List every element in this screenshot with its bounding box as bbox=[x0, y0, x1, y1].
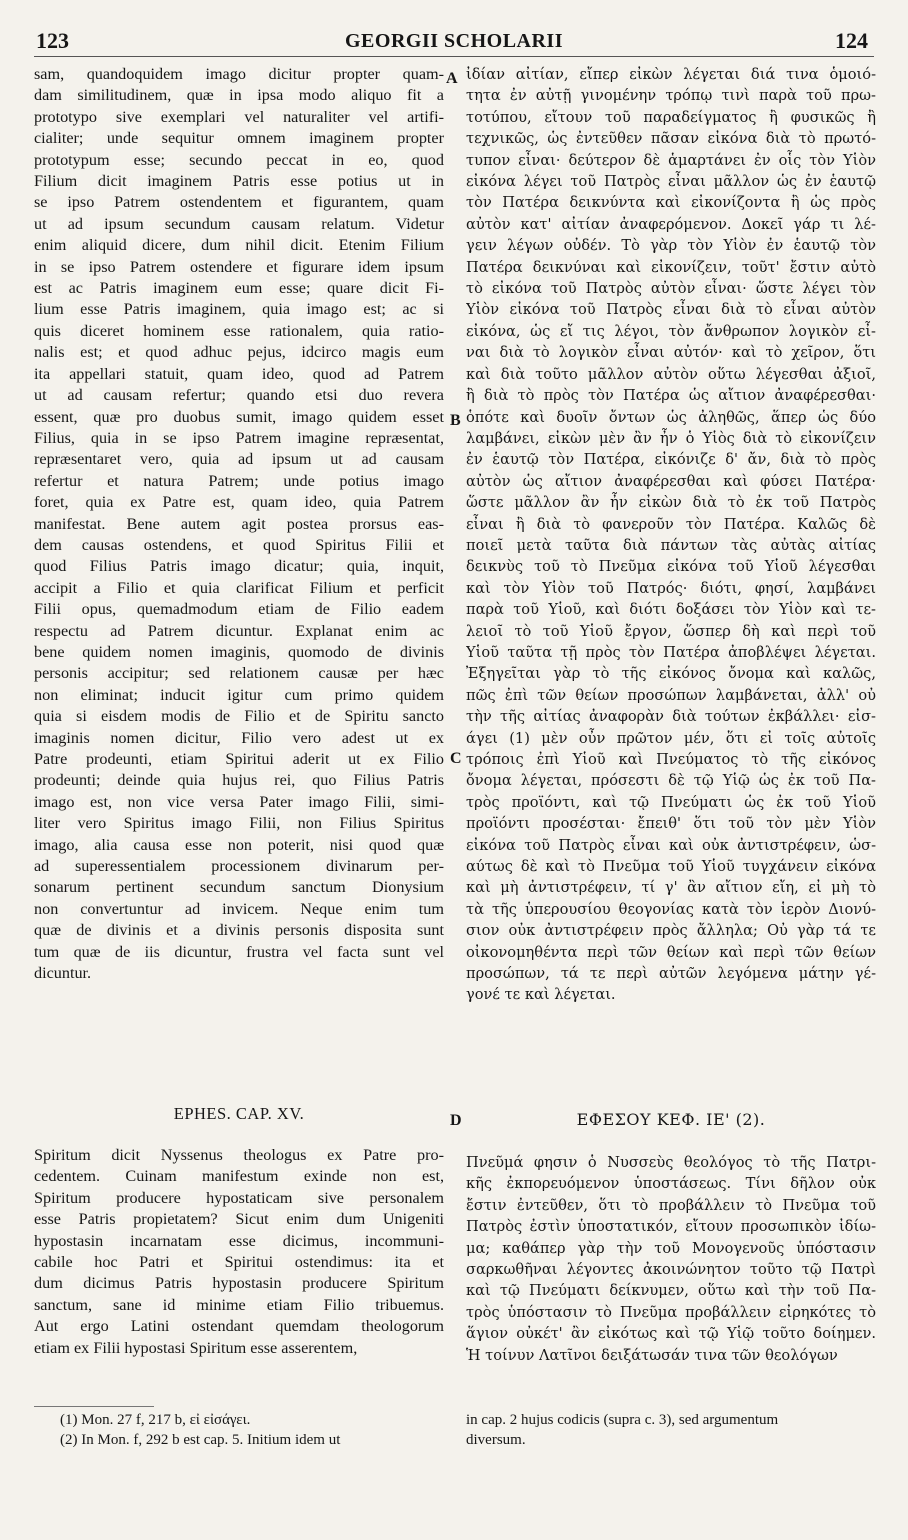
text-line: liter vero Spiritus imago Filii, non Filius Spiritus bbox=[34, 814, 444, 833]
text-line: προσώπων, τά τε περὶ αὐτῶν λεγόμενα μάτην γέ- bbox=[466, 965, 876, 983]
text-line: αὐτὸν κατ' αἰτίαν ἀναφερόμενον. Δοκεῖ γάρ τι λέ- bbox=[466, 215, 876, 233]
greek-column-top bbox=[466, 64, 876, 1006]
text-line: μα; καθάπερ γὰρ τὴν τοῦ Μονογενοῦς ὑπόστασιν bbox=[466, 1239, 876, 1257]
text-line: καὶ μὴ ἀντιστρέφειν, τί γ' ἂν αἴτιον εἴη, εἰ μὴ τὸ bbox=[466, 879, 876, 897]
text-line: (1) Mon. 27 f, 217 b, εἰ εἰσάγει. bbox=[60, 1412, 251, 1428]
text-line: ὥστε μᾶλλον ἂν ἦν εἰκὼν διὰ τὸ ἐκ τοῦ Πατρὸς bbox=[466, 494, 876, 512]
text-line: ναι διὰ τὸ λογικὸν εἶναι αὐτόν· καὶ τὸ χεῖρον, ὅτι bbox=[466, 344, 876, 362]
text-line: Ἐξηγεῖται γὰρ τὸ τῆς εἰκόνος ὄνομα καὶ καλῶς, bbox=[466, 665, 876, 683]
text-line: λειοῖ τὸ τοῦ Υἱοῦ ἔργον, ὥσπερ δὴ καὶ περὶ τοῦ bbox=[466, 622, 876, 640]
text-line: ἰδίαν αἰτίαν, εἴπερ εἰκὼν λέγεται διά τινα ὁμοιό- bbox=[466, 66, 876, 83]
text-line: Patre prodeunti, etiam Spiritui aderit ut ex Filio bbox=[34, 750, 444, 768]
text-line: άγει (1) μὲν οὖν πρῶτον μέν, ὅτι εἰ τοῖς αὐτοῖς bbox=[466, 729, 876, 747]
text-line: Spiritum producere hypostaticam sive personalem bbox=[34, 1188, 444, 1207]
text-line: dicuntur. bbox=[34, 964, 92, 983]
text-line: τρὸς προϊόντι, καὶ τῷ Πνεύματι ὡς ἐκ τοῦ Υἱοῦ bbox=[466, 793, 876, 811]
latin-column-top bbox=[34, 64, 444, 984]
text-line: ἅγιον οὐκέτ' ἂν εἰκότως καὶ τῷ Υἱῷ τοῦτο δοίημεν. bbox=[466, 1325, 876, 1343]
text-line: Filium dicit imaginem Patris esse potius ut in bbox=[34, 172, 444, 191]
text-line: esse Patris propietatem? Sicut enim dum Unigeniti bbox=[34, 1210, 444, 1229]
text-line: Spiritum dicit Nyssenus theologus ex Patre pro- bbox=[34, 1146, 444, 1164]
text-line: quod Filius Patris imago dicatur; quia, inquit, bbox=[34, 557, 444, 576]
text-line: εἰκόνα τοῦ Πατρὸς εἶναι καὶ οὐκ ἀντιστρέφειν, ὡσ- bbox=[466, 836, 876, 854]
text-line: enim aliquid dicere, dum nihil dicit. Etenim Filium bbox=[34, 236, 444, 255]
text-line: accipit a Filio et quia clarificat Filium et perficit bbox=[34, 578, 444, 597]
text-line: Filius, quia in se ipso Patrem imagine repræsentat, bbox=[34, 428, 444, 447]
greek-section-title: ΕΦΕΣΟΥ ΚΕΦ. ΙΕ' (2). bbox=[576, 1110, 766, 1129]
text-line: quis diceret hominem esse rationalem, quia ratio- bbox=[34, 321, 444, 340]
text-line: τὸν Πατέρα δεικνύντα καὶ εἰκονίζοντα ἢ ὡς πρὸς bbox=[466, 194, 876, 212]
text-line: (2) In Mon. f, 292 b est cap. 5. Initium idem ut bbox=[60, 1432, 341, 1448]
text-line: εἶναι ἢ διὰ τὸ φανεροῦν τὸν Πατέρα. Καλῶς δὲ bbox=[466, 515, 876, 533]
text-line: σιον οὐκ ἀντιστρέφειν πρὸς ἄλληλα; Οὐ γὰρ τά τε bbox=[466, 922, 876, 940]
text-line: cabile hoc Patri et Spiritui ostendimus: ita et bbox=[34, 1253, 444, 1272]
text-line: dum dicimus Patris hypostasin producere Spiritum bbox=[34, 1274, 444, 1293]
text-line: quia si eisdem modis de Filio et de Spiritu sancto bbox=[34, 707, 444, 726]
text-line: τὸ εἰκόνα τοῦ Πατρὸς αὐτὸν εἶναι· ὥστε λέγει τὸν bbox=[466, 280, 876, 298]
text-line: αὐτὸν ὡς αἴτιον ἀναφέρεσθαι καὶ φύσει Πατέρα· bbox=[466, 472, 876, 490]
text-line: καὶ τὸν Υἱὸν τοῦ Πατρός· διότι, φησί, λαμβάνει bbox=[466, 579, 876, 597]
latin-column-section bbox=[34, 1145, 444, 1359]
text-line: se ipso Patrem ostendentem et figurantem, quam bbox=[34, 193, 444, 212]
text-line: prototypum esse; secundo peccat in eo, quod bbox=[34, 150, 444, 169]
text-line: σαρκωθῆναι λέγοντες ἀκοινώνητον τοῦτο τῷ Πατρὶ bbox=[466, 1261, 876, 1279]
text-line: ἢ διὰ τὸ πρὸς τὸν Πατέρα ὡς αἴτιον ἀναφέρεσθαι· bbox=[466, 387, 876, 405]
latin-section-title: EPHES. CAP. XV. bbox=[173, 1104, 305, 1123]
text-line: τὰ τῆς ὑπερουσίου θεογονίας κατὰ τὸν ἱερὸν Διονύ- bbox=[466, 900, 876, 918]
text-line: quæ de divinis et a divinis personis disposita sunt bbox=[34, 921, 444, 940]
text-line: γειν λέγων οὐδέν. Τὸ γὰρ τὸν Υἱὸν ἐν ἑαυτῷ τὸν bbox=[466, 237, 876, 255]
text-line: dem causas ostendens, et quod Spiritus Filii et bbox=[34, 535, 444, 554]
page-header bbox=[34, 22, 874, 57]
text-line: ὄνομα λέγεται, πρόσεστι δὲ τῷ Υἱῷ ὡς ἐκ τοῦ Πα- bbox=[466, 772, 876, 790]
right-page-number: 124 bbox=[835, 28, 868, 53]
text-line: prototypo sive exemplari vel naturaliter vel artifi- bbox=[34, 107, 444, 126]
text-line: τητα ἐν αὐτῇ γινομένην τρόπῳ τινὶ παρὰ τοῦ πρω- bbox=[466, 87, 876, 105]
text-line: αύτως δὲ καὶ τὸ Πνεῦμα τοῦ Υἱοῦ τυγχάνειν εἰκόνα bbox=[466, 858, 876, 876]
text-line: in se ipso Patrem ostendere et figurare idem ipsum bbox=[34, 257, 444, 276]
text-line: ut ad ipsum secundum causam relatum. Videtur bbox=[34, 214, 444, 233]
text-line: sam, quandoquidem imago dicitur propter quam- bbox=[34, 65, 444, 83]
margin-marker-b: B bbox=[450, 412, 461, 429]
text-line: Υἱοῦ ταῦτα τῇ πρὸς τὸν Πατέρα ἀποβλέψει λέγεται. bbox=[466, 643, 876, 661]
text-line: lium esse Patris imaginem, quia imago est; ac si bbox=[34, 300, 444, 319]
text-line: δεικνὺς τοῦ τὸ Πνεῦμα εἰκόνα τοῦ Υἱοῦ λέγεσθαι bbox=[466, 558, 876, 576]
text-line: ποιεῖ μετὰ ταῦτα διὰ πάντων τὰς αὐτὰς αἰτίας bbox=[466, 536, 876, 554]
footnote-rule bbox=[34, 1406, 154, 1407]
text-line: personis accipitur; sed relationem causæ per hæc bbox=[34, 664, 444, 683]
text-line: τὴν τῆς αἰτίας ἀναφορὰν διὰ τούτων ἐκβάλλει· εἰσ- bbox=[466, 708, 876, 726]
text-line: τοτύπου, εἴτουν τοῦ παραδείγματος ἢ φυσικῶς ἢ bbox=[466, 108, 876, 126]
text-line: Πατέρα δεικνύναι καὶ εἰκονίζειν, τοῦτ' ἔστιν αὐτὸ bbox=[466, 258, 876, 276]
text-line: ad superessentialem processionem divinarum per- bbox=[34, 857, 444, 876]
text-line: ut ad causam refertur; quando etsi duo revera bbox=[34, 386, 444, 405]
text-line: in cap. 2 hujus codicis (supra c. 3), sed argumentum bbox=[466, 1412, 779, 1428]
footnotes bbox=[60, 1410, 444, 1450]
text-line: πῶς ἐπὶ τῶν θείων προσώπων λαμβάνεται, ἀλλ' οὐ bbox=[466, 686, 876, 704]
text-line: tum quæ de iis dicuntur, frustra vel facta sunt vel bbox=[34, 942, 444, 961]
left-page-number: 123 bbox=[36, 28, 69, 53]
text-line: οἰκονομηθέντα περὶ τῶν θείων καὶ περὶ τῶν θείων bbox=[466, 943, 876, 961]
text-line: sanctum, sane id minime etiam Filio tribuemus. bbox=[34, 1295, 444, 1314]
text-line: Aut ergo Latini ostendant quemdam theologorum bbox=[34, 1317, 444, 1336]
text-line: ἔστιν ἐντεῦθεν, ὅτι τὸ προβάλλειν τὸ Πνεῦμα τοῦ bbox=[466, 1196, 876, 1214]
text-line: foret, quia ex Patre est, quam ideo, quia Patrem bbox=[34, 493, 444, 512]
text-line: εἰκόνα λέγει τοῦ Πατρὸς εἶναι μᾶλλον ὡς ἐν ἑαυτῷ bbox=[466, 173, 876, 191]
margin-marker-a: A bbox=[446, 70, 458, 87]
text-line: ἐν ἑαυτῷ τὸν Πατέρα, εἰκόνιζε δ' ἄν, διὰ τὸ πρὸς bbox=[466, 451, 876, 469]
text-line: Πατρὸς ἐστὶν ὑποστατικόν, εἴτουν προσωπικὸν ἰδίω- bbox=[466, 1218, 876, 1236]
text-line: etiam ex Filii hypostasi Spiritum esse asserentem, bbox=[34, 1338, 358, 1357]
text-line: καὶ τῷ Πνεύματι δείκνυμεν, οὕτω καὶ τὴν τοῦ Πα- bbox=[466, 1282, 876, 1300]
text-line: Πνεῦμά φησιν ὁ Νυσσεὺς θεολόγος τὸ τῆς Πατρι- bbox=[466, 1154, 876, 1171]
text-line: prodeunti; deinde quia hujus rei, quo Filius Patris bbox=[34, 771, 444, 790]
text-line: nalis est; et quod adhuc pejus, idcirco magis eum bbox=[34, 343, 444, 362]
text-line: γονέ τε καὶ λέγεται. bbox=[466, 986, 616, 1004]
text-line: imaginis nomen dicitur, Filio vero adest ut ex bbox=[34, 728, 444, 747]
text-line: λαμβάνει, εἰκὼν μὲν ἂν ἦν ὁ Υἱὸς διὰ τὸ εἰκονίζειν bbox=[466, 429, 876, 447]
text-line: diversum. bbox=[466, 1432, 526, 1448]
text-line: refertur et natura Patrem; unde potius imago bbox=[34, 471, 444, 490]
text-line: repræsentaret vero, quia ad ipsum ut ad causam bbox=[34, 450, 444, 469]
running-title: GEORGII SCHOLARII bbox=[345, 30, 563, 52]
greek-column-section bbox=[466, 1152, 876, 1366]
text-line: τρὸς ὑπόστασιν τὸ Πνεῦμα προβάλλειν εἰρηκότες τὸ bbox=[466, 1303, 876, 1321]
text-line: Filii opus, quemadmodum etiam de Filio eadem bbox=[34, 600, 444, 619]
text-line: εἰκόνα, ὡς εἴ τις λέγοι, τὸν ἄνθρωπον λογικὸν εἶ- bbox=[466, 322, 876, 340]
text-line: imago, alia causa esse non poterit, nisi quod quæ bbox=[34, 835, 444, 854]
text-line: παρὰ τοῦ Υἱοῦ, καὶ διότι δοξάσει τὸν Υἱὸν καὶ τε- bbox=[466, 601, 876, 619]
text-line: ὁπότε καὶ δυοῖν ὄντων ὡς ἀληθῶς, ἅπερ ὡς δύο bbox=[466, 408, 876, 426]
text-line: κῆς ἐκπορευόμενον ὑποστάσεως. Τίνι δῆλον οὐκ bbox=[466, 1175, 876, 1193]
text-line: Υἱὸν εἰκόνα τοῦ Πατρὸς εἶναι διὰ τὸ εἶναι αὐτὸν bbox=[466, 301, 876, 319]
text-line: non convertuntur ad invicem. Neque enim tum bbox=[34, 899, 444, 918]
margin-marker-d: D bbox=[450, 1112, 462, 1129]
text-line: cedentem. Cuinam manifestum exinde non est, bbox=[34, 1167, 444, 1186]
text-line: προϊόντι προσέσται· ἔπειθ' ὅτι τοῦ τὸν μὲν Υἱὸν bbox=[466, 815, 876, 833]
text-line: sonarum pertinent secundum sanctum Dionysium bbox=[34, 878, 444, 897]
margin-marker-c: C bbox=[450, 750, 462, 767]
text-line: καὶ διὰ τοῦτο μᾶλλον αὐτὸν οὕτω λέγεσθαι ἀξιοῖ, bbox=[466, 365, 876, 383]
text-line: imago est, non vice versa Pater imago Filii, simi- bbox=[34, 792, 444, 811]
text-line: τεχνικῶς, ὡς ἐντεῦθεν πᾶσαν εἰκόνα διὰ τὸ πρωτό- bbox=[466, 130, 876, 148]
text-line: Ἡ τοίνυν Λατῖνοι δειξάτωσάν τινα τῶν θεολόγων bbox=[466, 1346, 838, 1364]
text-line: essent, quæ pro duobus sumit, imago quidem esset bbox=[34, 407, 444, 426]
text-line: non eliminat; inducit igitur cum primo quidem bbox=[34, 685, 444, 704]
text-line: τυπον εἶναι· δεύτερον δὲ ἁμαρτάνει ἐν οἷς τὸν Υἱὸν bbox=[466, 151, 876, 169]
text-line: hypostasin incarnatam esse dicimus, incommuni- bbox=[34, 1231, 444, 1250]
text-line: est ac Patris imaginem eum esse; quare dicit Fi- bbox=[34, 279, 444, 298]
text-line: ita appellari statuit, quam ideo, quod ad Patrem bbox=[34, 364, 444, 383]
footnote-continuation bbox=[466, 1410, 876, 1450]
text-line: dam similitudinem, quæ in ipsa modo aliquo fit a bbox=[34, 86, 444, 105]
text-line: cialiter; unde sequitur omnem imaginem propter bbox=[34, 129, 444, 148]
text-line: τρόποις ἐπὶ Υἱοῦ καὶ Πνεύματος τὸ τῆς εἰκόνος bbox=[466, 751, 876, 768]
text-line: bene quidem nomen imaginis, quomodo de divinis bbox=[34, 642, 444, 661]
text-line: manifestat. Bene autem agit postea prorsus eas- bbox=[34, 514, 444, 533]
text-line: respectu ad Patrem dicuntur. Explanat enim ac bbox=[34, 621, 444, 640]
